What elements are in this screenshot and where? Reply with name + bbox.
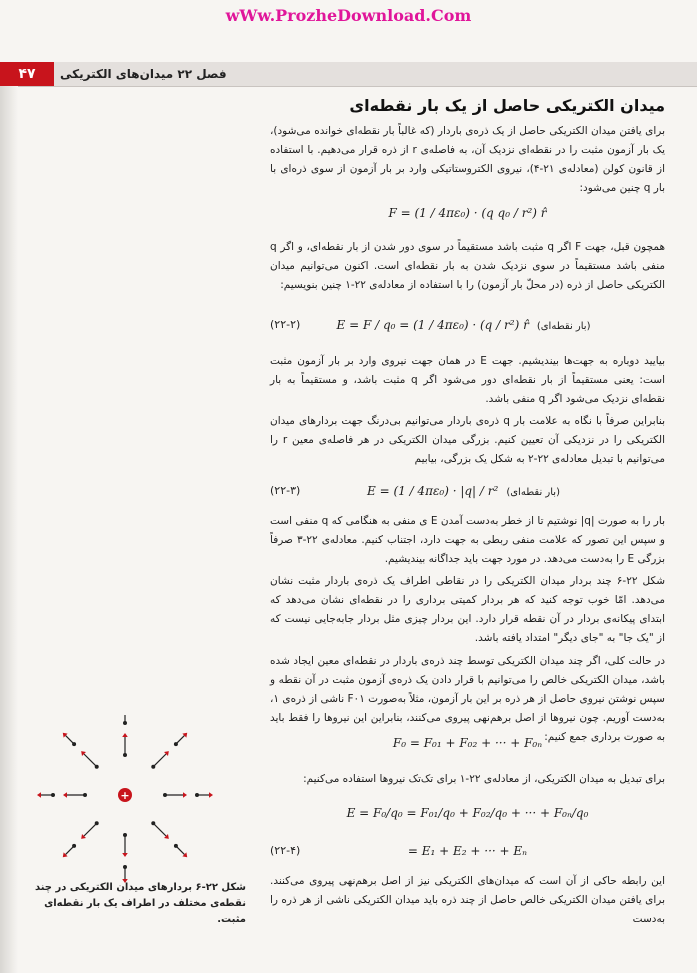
section-title: میدان الکتریکی حاصل از یک بار نقطه‌ای <box>349 96 665 115</box>
arrowhead-icon <box>122 733 128 737</box>
paragraph-7: در حالت کلی، اگر چند میدان الکتریکی توسط چند ذره‌ی باردار در نقطه‌ای معین ایجاد شده باشد، میدان الکتریکی خالص را می‌توانیم با قرار دادن یک ذره‌ی آزمون مثبت در آن نقطه و سپس نوشتن نیروی حاصل از هر ذره بر این بار آزمون، مثلاً به‌صورت F۰۱ ناشی از ذره‌ی ۱، به‌دست آوریم. چون نیروها از اصل برهم‌نهی پیروی می‌کنند، بنابراین این نیروها را فقط باید به صورت برداری جمع کنیم: <box>270 655 665 743</box>
field-point <box>123 721 127 725</box>
equation-coulomb <box>270 200 665 230</box>
equation-22-4 <box>270 838 665 868</box>
paragraph-4: بنابراین صرفاً با نگاه به علامت بار q ذره‌ی باردار می‌توانیم بی‌درنگ جهت بردارهای میدان الکتریکی را در نزدیکی آن تعیین کنیم. بزرگی میدان الکتریکی در هر فاصله‌ی معین r را می‌توانیم با تبدیل معادله‌ی ۲۲-۲ به شکل یک بزرگی، بیابیم <box>270 415 665 465</box>
equation-22-3 <box>270 478 665 508</box>
field-vector <box>153 823 166 836</box>
equation-body: F = (1 / 4πε₀) · (q q₀ / r²) r̂ <box>388 206 547 220</box>
arrowhead-icon <box>63 792 67 798</box>
equation-field-sum <box>270 800 665 830</box>
figure-number: شکل ۲۲-۶ <box>195 882 246 893</box>
equation-body: E = F / q₀ = (1 / 4πε₀) · (q / r²) r̂ (بار نقطه‌ای) <box>336 318 591 332</box>
field-point <box>123 865 127 869</box>
field-point <box>195 793 199 797</box>
equation-body: E = F₀/q₀ = F₀₁/q₀ + F₀₂/q₀ + ··· + F₀ₙ/q₀ <box>346 806 589 820</box>
equation-body: = E₁ + E₂ + ··· + Eₙ <box>407 844 528 858</box>
paragraph-8: برای تبدیل به میدان الکتریکی، از معادله‌ی ۲۲-۱ برای تک‌تک نیروها استفاده می‌کنیم: <box>303 773 665 785</box>
charge-sign-label: + <box>120 789 130 802</box>
field-vectors-figure <box>35 715 215 895</box>
field-point <box>174 742 178 746</box>
arrowhead-icon <box>122 853 128 857</box>
equation-note: (بار نقطه‌ای) <box>506 487 560 498</box>
paragraph-1: برای یافتن میدان الکتریکی حاصل از یک ذره‌ی باردار (که غالباً بار نقطه‌ای خوانده می‌شود)، یک بار آزمون مثبت را در نقطه‌ای نزدیک آن، به فاصله‌ی r از ذره قرار می‌دهیم. با استفاده از قانون کولن (معادله‌ی ۲۱-۴)، نیروی الکتروستاتیکی وارد بر بار آزمون از سوی ذره‌ای با بار q چنین می‌شود: <box>270 125 665 194</box>
equation-body: F₀ = F₀₁ + F₀₂ + ··· + F₀ₙ <box>392 736 543 750</box>
page-number: ۴۷ <box>0 62 54 86</box>
chapter-title: فصل ۲۲ میدان‌های الکتریکی <box>60 67 227 81</box>
paragraph-2: همچون قبل، جهت F اگر q مثبت باشد مستقیماً در سوی دور شدن از بار نقطه‌ای، و اگر q منفی باشد مستقیماً در سوی نزدیک شدن به بار نقطه‌ای است. اکنون می‌توانیم میدان الکتریکی حاصل از ذره (در محلّ بار آزمون) را با استفاده از معادله‌ی ۲۲-۱ چنین بنویسیم: <box>270 241 665 291</box>
equation-22-2 <box>270 312 665 342</box>
field-point <box>95 821 99 825</box>
paragraph-5: بار را به صورت |q| نوشتیم تا از خطر به‌دست آمدن E ی منفی به هنگامی که q منفی است و سپس این تصور که علامت منفی ربطی به جهت دارد، اجتناب کنیم. معادله‌ی ۲۲-۳ صرفاً بزرگی E را به‌دست می‌دهد. در مورد جهت باید جداگانه بیندیشیم. <box>270 515 666 565</box>
field-point <box>151 821 155 825</box>
field-point <box>123 753 127 757</box>
arrowhead-icon <box>183 792 187 798</box>
field-vector <box>84 823 97 836</box>
equation-number: (۲۲-۲) <box>270 318 301 331</box>
figure-caption-text: بردارهای میدان الکتریکی در چند نقطه‌ی مختلف در اطراف یک بار نقطه‌ای مثبت. <box>34 882 246 925</box>
paragraph-9: این رابطه حاکی از آن است که میدان‌های الکتریکی نیز از اصل برهم‌نهی پیروی می‌کنند. برای یافتن میدان الکتریکی خالص حاصل از چند ذره باید میدان الکتریکی ناشی از هر ذره را به‌دست <box>270 875 665 925</box>
field-point <box>72 742 76 746</box>
equation-body: E = (1 / 4πε₀) · |q| / r² (بار نقطه‌ای) <box>367 484 560 498</box>
figure-caption <box>28 880 246 928</box>
equation-note: (بار نقطه‌ای) <box>536 321 591 332</box>
paragraph-3: بیایید دوباره به جهت‌ها بیندیشیم. جهت E در همان جهت نیروی وارد بر بار آزمون مثبت است: یعنی مستقیماً از بار نقطه‌ای دور می‌شود اگر q مثبت باشد، و مستقیماً به بار نقطه‌ای نزدیک می‌شود اگر q منفی باشد. <box>270 355 665 405</box>
arrowhead-icon <box>37 792 41 798</box>
field-point <box>95 765 99 769</box>
field-point <box>83 793 87 797</box>
paragraph-6: شکل ۲۲-۶ چند بردار میدان الکتریکی را در نقاطی اطراف یک ذره‌ی باردار مثبت نشان می‌دهد. امّا خوب توجه کنید که هر بردار کمیتی برداری را در نقطه‌ای نشان می‌دهد که ابتدای پیکانه‌ی بردار در آن نقطه قرار دارد. این بردار چیزی مثل بردار جابه‌جایی نیست که از "یک جا" به "جای دیگر" امتداد یافته باشد. <box>270 575 665 644</box>
equation-number: (۲۲-۴) <box>270 844 301 857</box>
watermark-text: wWw.ProzheDownload.Com <box>225 6 472 25</box>
field-point <box>51 793 55 797</box>
equation-force-sum <box>270 730 665 760</box>
arrowhead-icon <box>209 792 213 798</box>
field-point <box>123 833 127 837</box>
field-vector <box>153 754 166 767</box>
field-point <box>174 844 178 848</box>
field-point <box>151 765 155 769</box>
field-vector <box>84 754 97 767</box>
page-edge-shadow <box>0 86 18 973</box>
equation-number: (۲۲-۳) <box>270 484 301 497</box>
field-point <box>163 793 167 797</box>
field-point <box>72 844 76 848</box>
